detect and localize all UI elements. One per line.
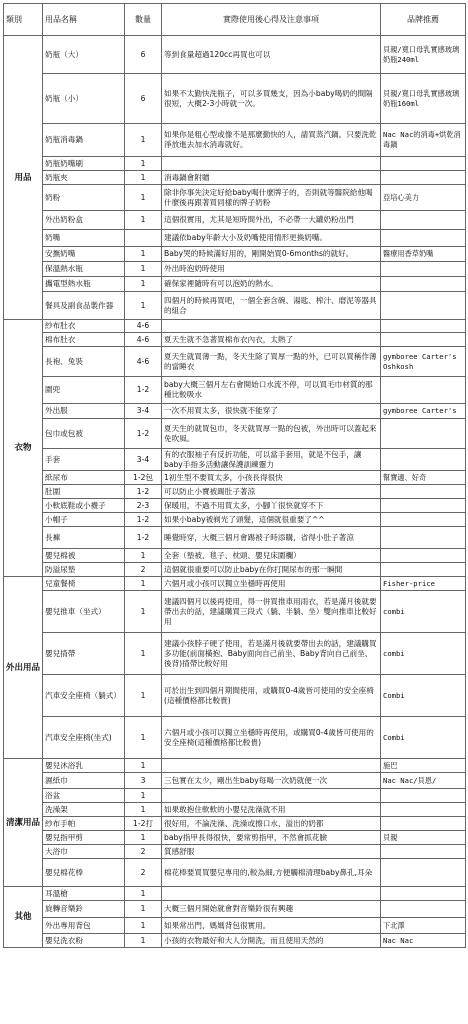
- brand-cell: [381, 419, 466, 449]
- quantity-cell: 4-6: [125, 347, 162, 377]
- quantity-cell: 1: [125, 831, 162, 845]
- note-cell: 建議依baby年齡大小及奶嘴使用情形更換奶嘴。: [162, 230, 381, 247]
- item-name-cell: 手套: [43, 449, 125, 471]
- note-cell: 可以防止小寶被踢肚子著涼: [162, 485, 381, 499]
- quantity-cell: 1: [125, 887, 162, 901]
- brand-cell: gymboree Carter's Oshkosh: [381, 347, 466, 377]
- table-row: [4, 36, 466, 74]
- brand-cell: Nac Nac/貝恩/: [381, 773, 466, 789]
- quantity-cell: 1-2: [125, 513, 162, 527]
- item-name-cell: 防溢尿墊: [43, 563, 125, 577]
- table-row: [4, 789, 466, 803]
- header-item-name: 用品名稱: [43, 4, 125, 36]
- quantity-cell: 4-6: [125, 333, 162, 347]
- note-cell: 如果不太勤快洗瓶子，可以多買幾支，因為小baby喝奶的間隔很短，大概2-3小時就一次。: [162, 74, 381, 124]
- brand-cell: 貝親/寬口母乳實感玻璃奶瓶240ml: [381, 36, 466, 74]
- brand-cell: [381, 527, 466, 549]
- quantity-cell: 1: [125, 277, 162, 292]
- note-cell: 如果你是粗心型或像不是那麼勤快的人，請買蒸汽鍋。只要洗乾淨放進去加水消毒就好。: [162, 124, 381, 157]
- item-name-cell: 奶粉: [43, 185, 125, 211]
- table-row: [4, 887, 466, 901]
- header-category: 類別: [4, 4, 43, 36]
- table-row: [4, 277, 466, 292]
- note-cell: 如果敢抱住軟軟的小嬰兒洗澡就不用: [162, 803, 381, 817]
- item-name-cell: 外出奶粉盒: [43, 211, 125, 230]
- brand-cell: [381, 549, 466, 563]
- brand-cell: Combi: [381, 717, 466, 759]
- item-name-cell: 保溫熱水瓶: [43, 262, 125, 277]
- quantity-cell: 2: [125, 563, 162, 577]
- header-brand: 品牌推薦: [381, 4, 466, 36]
- brand-cell: Nac Nac: [381, 934, 466, 948]
- table-row: [4, 934, 466, 948]
- table-row: [4, 247, 466, 262]
- table-row: [4, 817, 466, 831]
- brand-cell: [381, 277, 466, 292]
- note-cell: 這個很實用，尤其是短時間外出，不必帶一大罐奶粉出門: [162, 211, 381, 230]
- brand-cell: [381, 803, 466, 817]
- quantity-cell: 1: [125, 247, 162, 262]
- item-name-cell: 奶瓶奶嘴刷: [43, 157, 125, 171]
- item-name-cell: 餐具及副食品製作器: [43, 292, 125, 320]
- item-name-cell: 長袍、兔裝: [43, 347, 125, 377]
- quantity-cell: 6: [125, 74, 162, 124]
- table-row: [4, 901, 466, 918]
- note-cell: 等到食量超過120cc再買也可以: [162, 36, 381, 74]
- header-notes: 實際使用後心得及注意事項: [162, 4, 381, 36]
- item-name-cell: 嬰兒棉花棒: [43, 859, 125, 887]
- note-cell: 一次不用買太多，很快就不能穿了: [162, 404, 381, 419]
- item-name-cell: 外出服: [43, 404, 125, 419]
- header-quantity: 數量: [125, 4, 162, 36]
- note-cell: 有的衣服袖子有反折功能，可以當手套用，就是不包手，讓baby手指多活動讓保護訓練靈力: [162, 449, 381, 471]
- brand-cell: [381, 513, 466, 527]
- note-cell: baby大概三個月左右會開始口水流不停，可以買毛巾材質的那種比較吸水: [162, 377, 381, 404]
- note-cell: 1初生型不要買太多，小孩長得很快: [162, 471, 381, 485]
- brand-cell: [381, 859, 466, 887]
- table-row: [4, 845, 466, 859]
- quantity-cell: 1: [125, 211, 162, 230]
- note-cell: [162, 320, 381, 333]
- note-cell: 很好用，不論洗澡、洗澡或擦口水、溢出的奶都: [162, 817, 381, 831]
- table-row: [4, 513, 466, 527]
- quantity-cell: 1: [125, 577, 162, 591]
- table-row: [4, 211, 466, 230]
- quantity-cell: 3-4: [125, 449, 162, 471]
- table-row: [4, 320, 466, 333]
- item-name-cell: 安撫奶嘴: [43, 247, 125, 262]
- checklist-sheet: [3, 3, 465, 948]
- note-cell: 確保家裡隨時有可以泡奶的熱水。: [162, 277, 381, 292]
- note-cell: 睡覺時穿，大概三個月會踢被子時添購，省得小肚子著涼: [162, 527, 381, 549]
- brand-cell: [381, 230, 466, 247]
- quantity-cell: 1: [125, 185, 162, 211]
- table-row: [4, 717, 466, 759]
- quantity-cell: 3: [125, 773, 162, 789]
- item-name-cell: 汽車安全座椅（躺式）: [43, 675, 125, 717]
- item-name-cell: 旋轉音樂鈴: [43, 901, 125, 918]
- quantity-cell: 6: [125, 36, 162, 74]
- table-row: [4, 171, 466, 185]
- item-name-cell: 浴盆: [43, 789, 125, 803]
- brand-cell: 施巴: [381, 759, 466, 773]
- item-name-cell: 大浴巾: [43, 845, 125, 859]
- table-row: [4, 591, 466, 633]
- quantity-cell: 1: [125, 934, 162, 948]
- note-cell: 大概三個月開始就會對音樂鈴很有興趣: [162, 901, 381, 918]
- note-cell: [162, 157, 381, 171]
- note-cell: 六個月或小孩可以獨立坐穩時再使用，或購買0-4歲皆可使用的安全座椅(這種價格都比較貴): [162, 717, 381, 759]
- note-cell: 這個就很重要可以防止baby在你打開尿布的那一瞬間: [162, 563, 381, 577]
- brand-cell: [381, 563, 466, 577]
- note-cell: 夏天生的就買包巾，冬天就買厚一點的包被，外出時可以蓋起來免吹風。: [162, 419, 381, 449]
- note-cell: baby指甲長得很快，要常剪指甲，不然會抓花臉: [162, 831, 381, 845]
- item-name-cell: 嬰兒沐浴乳: [43, 759, 125, 773]
- table-row: [4, 759, 466, 773]
- brand-cell: [381, 449, 466, 471]
- table-row: [4, 675, 466, 717]
- note-cell: 如果常出門，媽媽背包很實用。: [162, 918, 381, 934]
- table-row: [4, 157, 466, 171]
- item-name-cell: 長褲: [43, 527, 125, 549]
- note-cell: 可於出生到四個月期間使用，或購買0-4歲皆可使用的安全座椅(這種價格都比較貴): [162, 675, 381, 717]
- brand-cell: 下北澤: [381, 918, 466, 934]
- item-name-cell: 嬰兒洗衣粉: [43, 934, 125, 948]
- quantity-cell: 2: [125, 845, 162, 859]
- category-cell: 其他: [4, 887, 43, 948]
- table-row: [4, 549, 466, 563]
- category-cell: 用品: [4, 36, 43, 320]
- table-row: [4, 563, 466, 577]
- quantity-cell: 1: [125, 918, 162, 934]
- table-row: [4, 803, 466, 817]
- note-cell: [162, 887, 381, 901]
- header-row: [4, 4, 466, 36]
- quantity-cell: 2-3: [125, 499, 162, 513]
- item-name-cell: 包巾或包被: [43, 419, 125, 449]
- note-cell: 如果小baby被剃光了頭髮，這個就很重要了^^: [162, 513, 381, 527]
- note-cell: Baby哭的時候滿好用的，剛開始買0-6months的就好。: [162, 247, 381, 262]
- brand-cell: [381, 211, 466, 230]
- item-name-cell: 圍兜: [43, 377, 125, 404]
- item-name-cell: 嬰兒指甲剪: [43, 831, 125, 845]
- quantity-cell: 1: [125, 549, 162, 563]
- brand-cell: [381, 485, 466, 499]
- quantity-cell: 1-2包: [125, 471, 162, 485]
- item-name-cell: 耳溫槍: [43, 887, 125, 901]
- brand-cell: combi: [381, 591, 466, 633]
- table-body: [4, 36, 466, 948]
- note-cell: 保暖用，不過不用買太多，小腳丫很快就穿不下: [162, 499, 381, 513]
- item-name-cell: 紙尿布: [43, 471, 125, 485]
- brand-cell: [381, 157, 466, 171]
- item-name-cell: 汽車安全座椅(坐式): [43, 717, 125, 759]
- quantity-cell: 1: [125, 717, 162, 759]
- quantity-cell: 1-2: [125, 527, 162, 549]
- table-row: [4, 918, 466, 934]
- quantity-cell: 1: [125, 901, 162, 918]
- brand-cell: 亞培心美力: [381, 185, 466, 211]
- table-row: [4, 449, 466, 471]
- quantity-cell: 1: [125, 759, 162, 773]
- item-name-cell: 兒童餐椅: [43, 577, 125, 591]
- quantity-cell: 1: [125, 591, 162, 633]
- item-name-cell: 奶嘴: [43, 230, 125, 247]
- category-cell: 衣物: [4, 320, 43, 577]
- table-row: [4, 292, 466, 320]
- quantity-cell: 4-6: [125, 320, 162, 333]
- item-name-cell: 棉布肚衣: [43, 333, 125, 347]
- quantity-cell: 1-2: [125, 485, 162, 499]
- brand-cell: [381, 377, 466, 404]
- quantity-cell: 1: [125, 262, 162, 277]
- quantity-cell: 1: [125, 803, 162, 817]
- note-cell: 夏天生就買薄一點，冬天生除了買厚一點的外，已可以買稱作薄的當睡衣: [162, 347, 381, 377]
- brand-cell: [381, 817, 466, 831]
- note-cell: 三包實在太少，剛出生baby每喝一次奶就便一次: [162, 773, 381, 789]
- note-cell: 外出時泡奶時使用: [162, 262, 381, 277]
- table-row: [4, 333, 466, 347]
- table-row: [4, 404, 466, 419]
- note-cell: [162, 759, 381, 773]
- note-cell: 除非你事先決定好給baby喝什麼牌子的，否則就等醫院給他喝什麼後再跟著買同樣的牌子奶粉: [162, 185, 381, 211]
- category-cell: 清潔用品: [4, 759, 43, 887]
- quantity-cell: 1: [125, 633, 162, 675]
- note-cell: 六個月或小孩可以獨立坐穩時再使用: [162, 577, 381, 591]
- quantity-cell: 1: [125, 292, 162, 320]
- brand-cell: 幫寶適、好奇: [381, 471, 466, 485]
- item-name-cell: 嬰兒揹帶: [43, 633, 125, 675]
- quantity-cell: 1-2: [125, 419, 162, 449]
- table-row: [4, 773, 466, 789]
- table-row: [4, 185, 466, 211]
- table-row: [4, 74, 466, 124]
- quantity-cell: 1-2: [125, 377, 162, 404]
- quantity-cell: [125, 230, 162, 247]
- table-row: [4, 230, 466, 247]
- brand-cell: 醫療用香草奶嘴: [381, 247, 466, 262]
- item-name-cell: 嬰兒推車（坐式）: [43, 591, 125, 633]
- brand-cell: [381, 262, 466, 277]
- table-row: [4, 347, 466, 377]
- brand-cell: Combi: [381, 675, 466, 717]
- category-cell: 外出用品: [4, 577, 43, 759]
- quantity-cell: 1-2打: [125, 817, 162, 831]
- item-name-cell: 濕紙巾: [43, 773, 125, 789]
- table-row: [4, 419, 466, 449]
- brand-cell: [381, 171, 466, 185]
- table-row: [4, 124, 466, 157]
- quantity-cell: 1: [125, 171, 162, 185]
- brand-cell: [381, 320, 466, 333]
- brand-cell: [381, 499, 466, 513]
- note-cell: 夏天生就不急著買棉布衣內衣，太熱了: [162, 333, 381, 347]
- brand-cell: [381, 901, 466, 918]
- note-cell: 質感舒服: [162, 845, 381, 859]
- table-row: [4, 485, 466, 499]
- note-cell: 小孩的衣物最好和大人分開洗，而且使用天然的: [162, 934, 381, 948]
- brand-cell: Nac Nac的消毒+烘乾消毒鍋: [381, 124, 466, 157]
- brand-cell: 貝親/寬口母乳實感玻璃奶瓶160ml: [381, 74, 466, 124]
- note-cell: 建議小孩脖子硬了使用，若是滿月後就要帶出去的話，建議購買多功能(前面橫抱、Baby面向自己前坐、Baby背向自己前坐、後背)揹帶比較好用: [162, 633, 381, 675]
- item-name-cell: 奶瓶（小）: [43, 74, 125, 124]
- brand-cell: combi: [381, 633, 466, 675]
- note-cell: 建議四個月以後再使用，得一併買推車用雨衣，若是滿月後就要帶出去的話，建議購買三段式（躺、半躺、坐）雙向推車比較好用: [162, 591, 381, 633]
- table-row: [4, 859, 466, 887]
- item-name-cell: 肚圍: [43, 485, 125, 499]
- table-row: [4, 262, 466, 277]
- brand-cell: [381, 887, 466, 901]
- item-name-cell: 紗布手帕: [43, 817, 125, 831]
- brand-cell: [381, 845, 466, 859]
- item-name-cell: 洗澡架: [43, 803, 125, 817]
- supplies-table: [3, 3, 466, 948]
- quantity-cell: 2: [125, 859, 162, 887]
- table-row: [4, 527, 466, 549]
- item-name-cell: 外出專用背包: [43, 918, 125, 934]
- table-row: [4, 577, 466, 591]
- table-row: [4, 633, 466, 675]
- quantity-cell: 3-4: [125, 404, 162, 419]
- note-cell: 四個月的時候再買吧，一個全套含碗、湯匙、榨汁、磨泥等器具的組合: [162, 292, 381, 320]
- brand-cell: Fisher-price: [381, 577, 466, 591]
- table-row: [4, 471, 466, 485]
- table-row: [4, 499, 466, 513]
- quantity-cell: 1: [125, 789, 162, 803]
- brand-cell: [381, 292, 466, 320]
- item-name-cell: 奶瓶消毒鍋: [43, 124, 125, 157]
- brand-cell: [381, 333, 466, 347]
- note-cell: 消毒鍋會附贈: [162, 171, 381, 185]
- table-row: [4, 831, 466, 845]
- item-name-cell: 奶瓶夾: [43, 171, 125, 185]
- note-cell: [162, 789, 381, 803]
- item-name-cell: 奶瓶（大）: [43, 36, 125, 74]
- brand-cell: 貝親: [381, 831, 466, 845]
- item-name-cell: 紗布肚衣: [43, 320, 125, 333]
- table-row: [4, 377, 466, 404]
- note-cell: 棉花棒要買買嬰兒專用的,較為細,方便觸棉清理baby鼻孔,耳朵: [162, 859, 381, 887]
- quantity-cell: 1: [125, 124, 162, 157]
- item-name-cell: 嬰兒棉被: [43, 549, 125, 563]
- quantity-cell: 1: [125, 157, 162, 171]
- brand-cell: gymboree Carter's: [381, 404, 466, 419]
- item-name-cell: 小軟底鞋或小襪子: [43, 499, 125, 513]
- quantity-cell: 1: [125, 675, 162, 717]
- item-name-cell: 小帽子: [43, 513, 125, 527]
- note-cell: 全套（墊被、毯子、枕頭、嬰兒床圍欄）: [162, 549, 381, 563]
- item-name-cell: 攜電型熱水瓶: [43, 277, 125, 292]
- brand-cell: [381, 789, 466, 803]
